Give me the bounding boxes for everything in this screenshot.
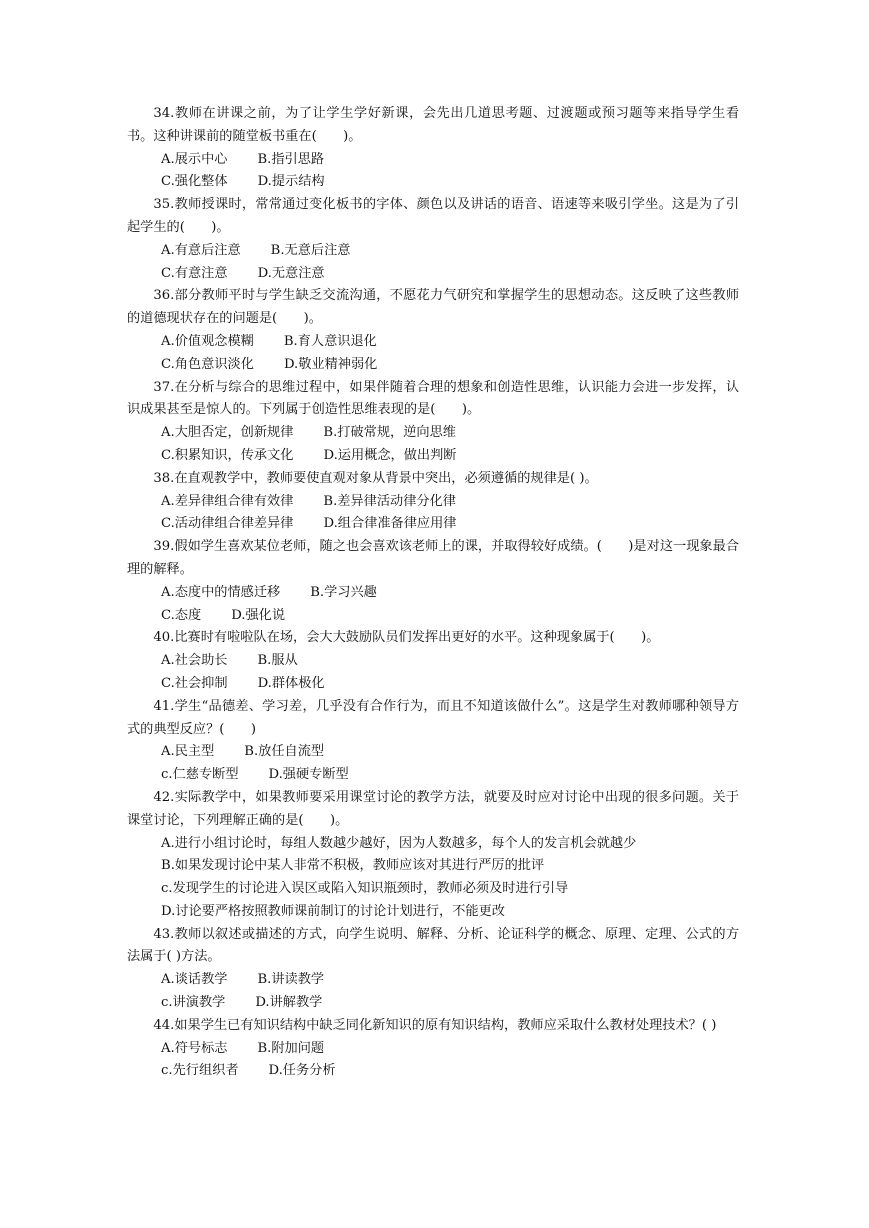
option-row (127, 673, 739, 696)
question-stem: 34.教师在讲课之前，为了让学生学好新课，会先出几道思考题、过渡题或预习题等来指导学生看书。这种讲课前的随堂板书重在( )。 (127, 106, 739, 144)
option-row (127, 1060, 739, 1083)
question-stem: 44.如果学生已有知识结构中缺乏同化新知识的原有知识结构，教师应采取什么教材处理技术？( ) (153, 1017, 717, 1033)
answer-option: D.群体极化 (257, 675, 325, 691)
option-row (127, 605, 739, 628)
answer-option: C.强化整体 (161, 174, 228, 190)
answer-option: A.态度中的情感迁移 (161, 584, 281, 600)
answer-option: D.组合律准备律应用律 (323, 516, 457, 532)
answer-option: A.大胆否定，创新规律 (161, 425, 294, 441)
option-row (127, 354, 739, 377)
question-item (127, 194, 739, 285)
answer-option: A.民主型 (161, 744, 215, 760)
question-stem: 41.学生“品德差、学习差，几乎没有合作行为，而且不知道该做什么”。这是学生对教师哪种领导方式的典型反应？( ) (127, 698, 739, 737)
question-item (127, 1015, 739, 1083)
option-row (127, 445, 739, 468)
option-row (127, 741, 739, 764)
answer-option: c.仁慈专断型 (161, 767, 239, 783)
answer-option: A.展示中心 (161, 151, 228, 167)
answer-option: A.有意后注意 (161, 242, 241, 258)
answer-option: D.任务分析 (268, 1063, 336, 1079)
option-row (127, 491, 739, 514)
answer-option: D.强硬专断型 (268, 767, 349, 783)
question-item (127, 627, 739, 695)
option-row (127, 992, 739, 1015)
answer-option: B.差异律活动律分化律 (323, 493, 456, 509)
answer-option: A.符号标志 (161, 1040, 228, 1056)
option-row (127, 582, 739, 605)
exam-page (127, 103, 739, 1083)
option-row (127, 513, 739, 536)
answer-option: B.打破常规，逆向思维 (323, 425, 456, 441)
option-row (127, 240, 739, 263)
question-stem: 37.在分析与综合的思维过程中，如果伴随着合理的想象和创造性思维，认识能力会进一步发挥，认识成果甚至是惊人的。下列属于创造性思维表现的是( )。 (127, 379, 739, 418)
answer-option: c.讲演教学 (161, 995, 226, 1011)
answer-option: B.放任自流型 (244, 744, 325, 760)
answer-option: B.无意后注意 (270, 242, 351, 258)
option-row (127, 901, 739, 924)
answer-option: B.指引思路 (257, 151, 325, 167)
option-row (127, 171, 739, 194)
option-row (127, 833, 739, 856)
answer-option: D.敬业精神弱化 (283, 356, 378, 372)
answer-option: A.社会助长 (161, 653, 228, 669)
answer-option: A.谈话教学 (161, 972, 228, 988)
answer-option: D.运用概念，做出判断 (323, 447, 457, 463)
question-stem: 36.部分教师平时与学生缺乏交流沟通，不愿花力气研究和掌握学生的思想动态。这反映了这些教师的道德现状存在的问题是( )。 (127, 288, 739, 327)
answer-option: C.积累知识，传承文化 (161, 447, 294, 463)
question-stem: 40.比赛时有啦啦队在场，会大大鼓励队员们发挥出更好的水平。这种现象属于( )。 (153, 630, 660, 646)
question-item (127, 468, 739, 536)
question-item (127, 285, 739, 376)
option-row (127, 764, 739, 787)
answer-option: A.进行小组讨论时，每组人数越少越好，因为人数越多，每个人的发言机会就越少 (161, 835, 637, 851)
answer-option: D.无意注意 (257, 265, 325, 281)
option-row (127, 422, 739, 445)
answer-option: D.提示结构 (257, 174, 325, 190)
question-item (127, 924, 739, 1015)
question-item (127, 536, 739, 627)
question-item (127, 377, 739, 468)
answer-option: C.态度 (161, 607, 202, 623)
answer-option: C.社会抑制 (161, 675, 228, 691)
answer-option: B.服从 (257, 653, 298, 669)
answer-option: D.强化说 (231, 607, 286, 623)
option-row (127, 855, 739, 878)
question-stem: 42.实际教学中，如果教师要采用课堂讨论的教学方法，就要及时应对讨论中出现的很多问题。关于课堂讨论，下列理解正确的是( )。 (127, 789, 739, 828)
answer-option: C.有意注意 (161, 265, 228, 281)
answer-option: c.发现学生的讨论进入误区或陷入知识瓶颈时，教师必须及时进行引导 (161, 881, 569, 897)
option-row (127, 263, 739, 286)
question-item (127, 103, 739, 194)
question-item (127, 787, 739, 924)
answer-option: C.活动律组合律差异律 (161, 516, 294, 532)
option-row (127, 149, 739, 172)
answer-option: c.先行组织者 (161, 1063, 239, 1079)
question-item (127, 696, 739, 787)
answer-option: B.附加问题 (257, 1040, 325, 1056)
option-row (127, 650, 739, 673)
question-stem: 43.教师以叙述或描述的方式，向学生说明、解释、分析、论证科学的概念、原理、定理、公式的方法属于( )方法。 (127, 926, 739, 965)
question-stem: 35.教师授课时，常常通过变化板书的字体、颜色以及讲话的语音、语速等来吸引学坐。这是为了引起学生的( )。 (127, 197, 739, 235)
answer-option: D.讲解教学 (255, 995, 323, 1011)
answer-option: D.讨论要严格按照教师课前制订的讨论计划进行，不能更改 (161, 903, 505, 919)
answer-option: A.差异律组合律有效律 (161, 493, 294, 509)
answer-option: B.学习兴趣 (310, 584, 377, 600)
option-row (127, 969, 739, 992)
question-stem: 39.假如学生喜欢某位老师，随之也会喜欢该老师上的课，并取得较好成绩。( )是对这一现象最合理的解释。 (127, 539, 739, 577)
option-row (127, 1038, 739, 1061)
answer-option: C.角色意识淡化 (161, 356, 254, 372)
answer-option: B.育人意识退化 (283, 333, 377, 349)
answer-option: A.价值观念模糊 (161, 333, 254, 349)
question-stem: 38.在直观教学中，教师要使直观对象从背景中突出，必须遵循的规律是( )。 (153, 470, 598, 486)
answer-option: B.如果发现讨论中某人非常不积极，教师应该对其进行严厉的批评 (161, 858, 545, 874)
option-row (127, 331, 739, 354)
option-row (127, 878, 739, 901)
answer-option: B.讲读教学 (257, 972, 325, 988)
